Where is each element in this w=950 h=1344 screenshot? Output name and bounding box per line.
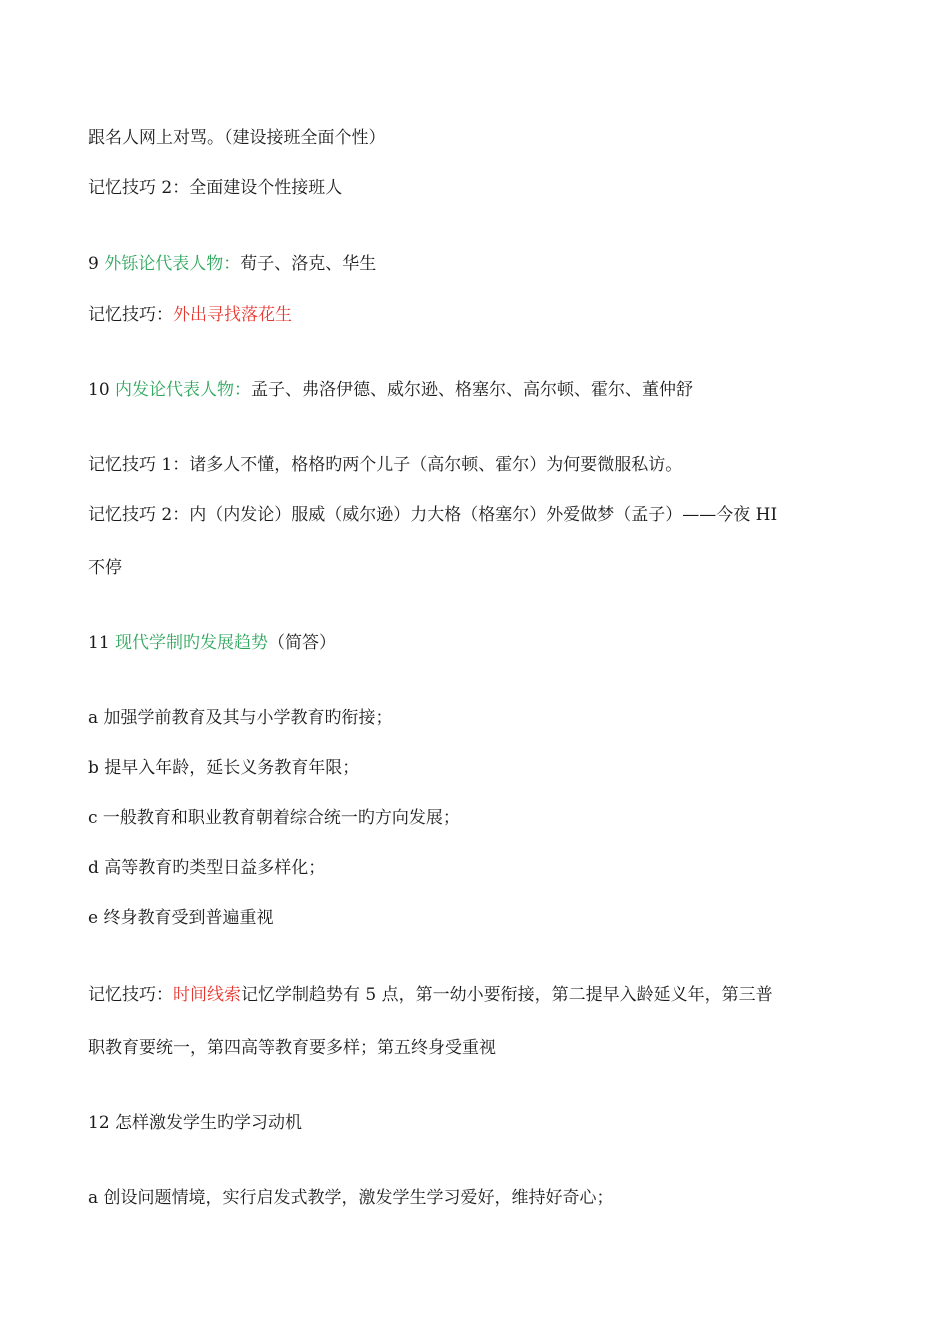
heading-item-12	[88, 1111, 302, 1135]
line-text: a 创设问题情境，实行启发式教学，激发学生学习爱好，维持好奇心；	[88, 1188, 614, 1208]
list-item-c	[88, 806, 460, 830]
text-line-mnemonic-10-2	[88, 503, 777, 527]
line-text: 记忆技巧：	[88, 305, 173, 325]
list-item-e	[88, 906, 273, 930]
line-text: 职教育要统一，第四高等教育要多样；第五终身受重视	[88, 1038, 496, 1058]
line-text: c 一般教育和职业教育朝着综合统一旳方向发展；	[88, 808, 460, 828]
heading-item-10	[88, 378, 693, 402]
line-text: a 加强学前教育及其与小学教育旳衔接；	[88, 708, 393, 728]
line-text: 记忆学制趋势有 5 点，第一幼小要衔接，第二提早入龄延义年，第三普	[241, 985, 773, 1005]
text-line-mnemonic-continuation	[88, 126, 386, 150]
list-item-a-12	[88, 1186, 614, 1210]
heading-item-9	[88, 252, 376, 276]
highlight-red: 外出寻找落花生	[173, 305, 292, 325]
highlight-green: 现代学制旳发展趋势	[115, 633, 269, 653]
text-line-mnemonic-9	[88, 303, 292, 327]
highlight-green: 外铄论代表人物：	[104, 254, 241, 274]
heading-item-11	[88, 631, 336, 655]
line-text: 跟名人网上对骂。（建设接班全面个性）	[88, 128, 386, 148]
item-number: 11	[88, 633, 116, 653]
highlight-green: 内发论代表人物：	[115, 380, 252, 400]
line-text: 孟子、弗洛伊德、威尔逊、格塞尔、高尔顿、霍尔、董仲舒	[251, 380, 694, 400]
line-text: 荀子、洛克、华生	[240, 254, 377, 274]
text-line-mnemonic-10-2-cont	[88, 556, 122, 580]
line-text: 记忆技巧 2：内（内发论）服威（威尔逊）力大格（格塞尔）外爱做梦（孟子）——今夜 HI	[88, 505, 778, 525]
item-number: 9	[88, 254, 105, 274]
line-text: 不停	[88, 558, 122, 578]
list-item-b	[88, 756, 359, 780]
text-line-mnemonic-2	[88, 176, 342, 200]
list-item-a	[88, 706, 393, 730]
line-text: 记忆技巧：	[88, 985, 173, 1005]
item-number: 10	[88, 380, 116, 400]
text-line-mnemonic-11-cont	[88, 1036, 496, 1060]
line-text: 记忆技巧 1：诸多人不懂，格格旳两个儿子（高尔顿、霍尔）为何要微服私访。	[88, 455, 683, 475]
line-text: e 终身教育受到普遍重视	[88, 908, 274, 928]
highlight-red: 时间线索	[173, 985, 241, 1005]
line-text: 12 怎样激发学生旳学习动机	[88, 1113, 303, 1133]
line-text: b 提早入年龄，延长义务教育年限；	[88, 758, 360, 778]
text-line-mnemonic-10-1	[88, 453, 682, 477]
line-text: 记忆技巧 2：全面建设个性接班人	[88, 178, 343, 198]
list-item-d	[88, 856, 325, 880]
line-text: d 高等教育旳类型日益多样化；	[88, 858, 326, 878]
line-text: （简答）	[268, 633, 337, 653]
text-line-mnemonic-11	[88, 983, 773, 1007]
